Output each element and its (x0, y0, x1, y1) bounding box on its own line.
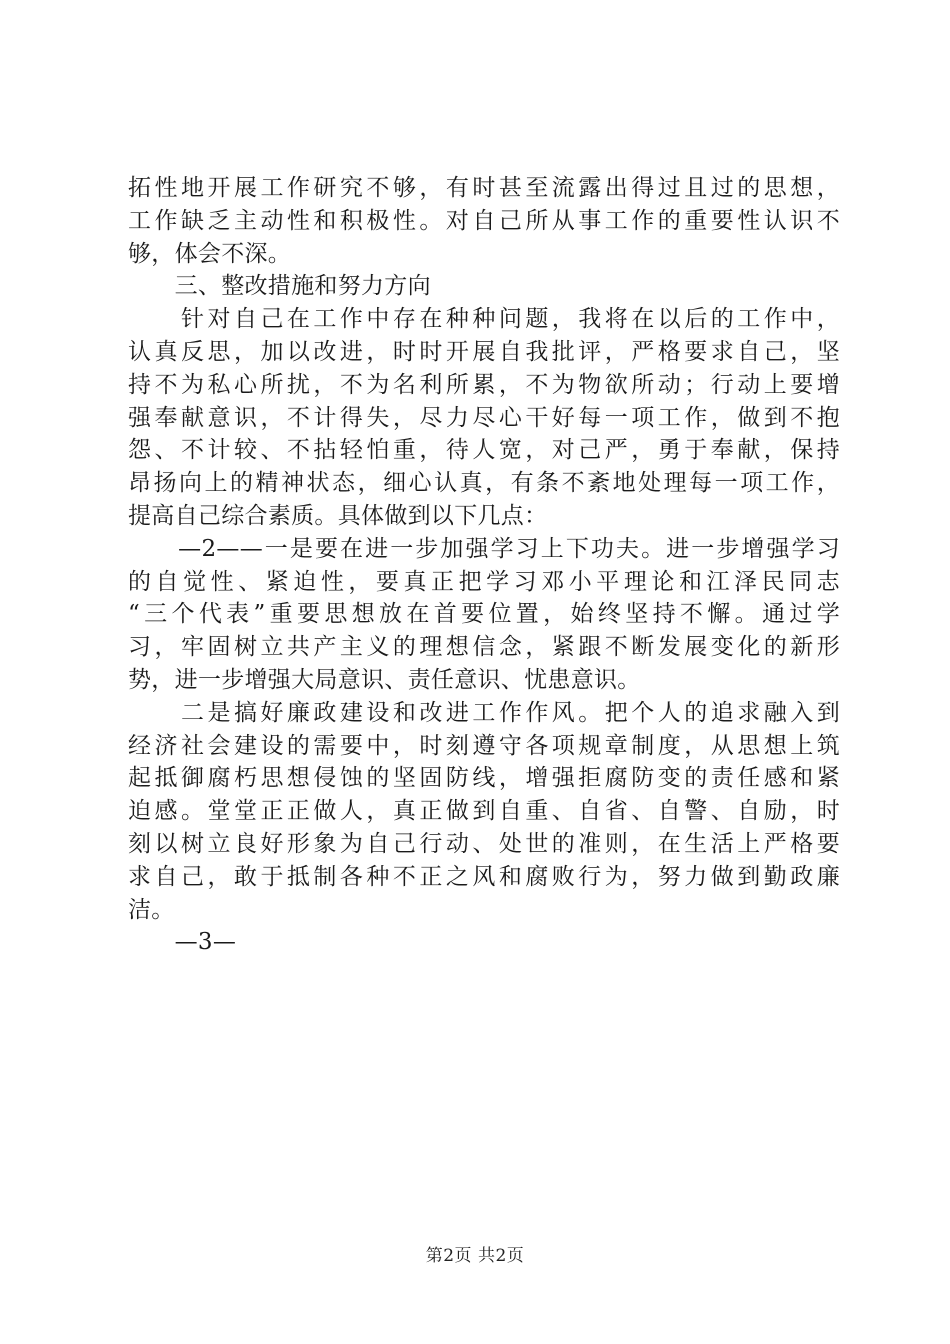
text-line: 势，进一步增强大局意识、责任意识、忧患意识。 (128, 666, 641, 693)
text-line: 认真反思，加以改进，时时开展自我批评，严格要求自己，坚 (128, 338, 840, 365)
page-footer: 第2页 共2页 (425, 1246, 525, 1266)
text-line: 二是搞好廉政建设和改进工作作风。把个人的追求融入到 (128, 699, 840, 726)
text-line: —2——一是要在进一步加强学习上下功夫。进一步增强学习 (128, 535, 840, 562)
text-line: 针对自己在工作中存在种种问题，我将在以后的工作中， (128, 306, 840, 333)
text-line: —3— (128, 929, 237, 956)
text-line: 够，体会不深。 (128, 240, 292, 267)
text-line: 起抵御腐朽思想侵蚀的坚固防线，增强拒腐防变的责任感和紧 (128, 765, 840, 792)
text-line: 的自觉性、紧迫性，要真正把学习邓小平理论和江泽民同志 (128, 568, 840, 595)
text-line: 拓性地开展工作研究不够，有时甚至流露出得过且过的思想， (128, 175, 840, 201)
text-line: 求自己，敢于抵制各种不正之风和腐败行为，努力做到勤政廉 (128, 863, 840, 890)
text-line: 怨、不计较、不拈轻怕重，待人宽，对己严，勇于奉献，保持 (128, 437, 840, 464)
text-line: 刻以树立良好形象为自己行动、处世的准则，在生活上严格要 (128, 830, 840, 857)
text-line: 习，牢固树立共产主义的理想信念，紧跟不断发展变化的新形 (128, 634, 840, 661)
text-line: 洁。 (128, 896, 175, 923)
text-line: 经济社会建设的需要中，时刻遵守各项规章制度，从思想上筑 (128, 732, 840, 759)
document-body (128, 172, 840, 959)
text-line: 提高自己综合素质。具体做到以下几点： (128, 502, 548, 529)
text-line: 工作缺乏主动性和积极性。对自己所从事工作的重要性认识不 (128, 207, 840, 234)
text-line: 持不为私心所扰，不为名利所累，不为物欲所动；行动上要增 (128, 371, 840, 398)
text-line: 强奉献意识，不计得失，尽力尽心干好每一项工作，做到不抱 (128, 404, 840, 431)
text-line: 迫感。堂堂正正做人，真正做到自重、自省、自警、自励，时 (128, 798, 840, 825)
text-line: 三、整改措施和努力方向 (128, 273, 431, 300)
text-line: 昂扬向上的精神状态，细心认真，有条不紊地处理每一项工作， (128, 470, 840, 497)
text-line: “三个代表”重要思想放在首要位置，始终坚持不懈。通过学 (128, 601, 840, 628)
